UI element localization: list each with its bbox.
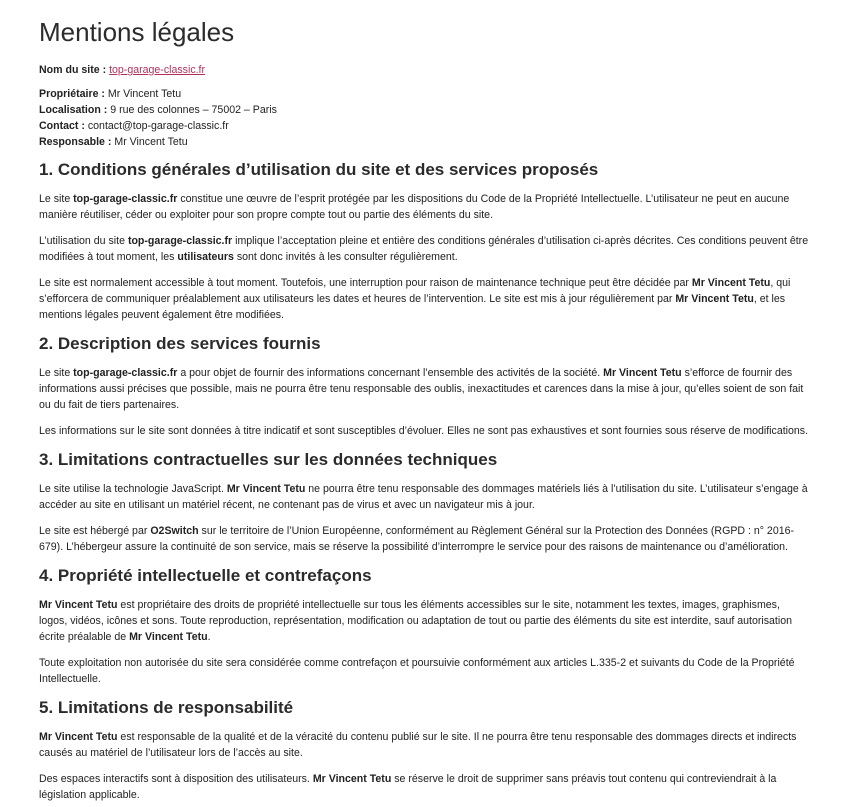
paragraph: Le site est hébergé par O2Switch sur le territoire de l’Union Européenne, conformément au Règlement Général sur la Protection des Données (RGPD : n° 2016-679). L’hébergeur assure la continuité de son service, mais se réserve la possibilité d’interrompre le service pour des raisons de maintenance ou d’amélioration. [39, 525, 795, 553]
info-contact [39, 118, 810, 134]
page-title: Mentions légales [39, 17, 235, 47]
site-link[interactable]: top-garage-classic.fr [109, 64, 206, 76]
info-contact-value: contact@top-garage-classic.fr [87, 120, 229, 132]
site-info [39, 86, 810, 150]
section-intellectual-property [39, 565, 810, 687]
section-liability [39, 697, 810, 803]
section-technical [39, 449, 810, 555]
paragraph: Mr Vincent Tetu est responsable de la qualité et de la véracité du contenu publié sur le site. Il ne pourra être tenu responsable des dommages directs et indirects causés au matériel de l’utilisateur lors de l’accès au site. [39, 731, 797, 759]
info-owner-label: Propriétaire : [39, 88, 105, 100]
section-services [39, 333, 810, 439]
paragraph: Toute exploitation non autorisée du site sera considérée comme contrefaçon et poursuivie conformément aux articles L.335-2 et suivants du Code de la Propriété Intellectuelle. [39, 657, 795, 685]
info-manager [39, 134, 810, 150]
info-manager-label: Responsable : [39, 136, 112, 148]
site-name-label: Nom du site : [39, 64, 107, 76]
info-location [39, 102, 810, 118]
paragraph: Le site top-garage-classic.fr a pour objet de fournir des informations concernant l’ensemble des activités de la société. Mr Vincent Tetu s’efforce de fournir des informations aussi précises que possible, mais ne pourra être tenu responsable des oublis, inexactitudes et carences dans la mise à jour, qu’elles soient de son fait ou du fait de tiers partenaires. [39, 367, 804, 411]
info-owner-value: Mr Vincent Tetu [107, 88, 182, 100]
info-contact-label: Contact : [39, 120, 85, 132]
info-location-value: 9 rue des colonnes – 75002 – Paris [110, 104, 277, 116]
section-conditions [39, 159, 810, 323]
paragraph: L’utilisation du site top-garage-classic.fr implique l’acceptation pleine et entière des conditions générales d’utilisation ci-après décrites. Ces conditions peuvent être modifiées à tout moment, les utilisateurs sont donc invités à les consulter régulièrement. [39, 235, 809, 263]
info-owner [39, 86, 810, 102]
paragraph: Les informations sur le site sont données à titre indicatif et sont susceptibles d’évoluer. Elles ne sont pas exhaustives et sont fournies sous réserve de modifications. [39, 425, 809, 437]
info-location-label: Localisation : [39, 104, 108, 116]
info-manager-value: Mr Vincent Tetu [114, 136, 188, 148]
section-heading: 1. Conditions générales d’utilisation du site et des services proposés [39, 160, 599, 179]
section-heading: 5. Limitations de responsabilité [39, 698, 294, 717]
paragraph: Mr Vincent Tetu est propriétaire des droits de propriété intellectuelle sur tous les éléments accessibles sur le site, notamment les textes, images, graphismes, logos, vidéos, icônes et sons. Toute reproduction, représentation, modification ou adaptation de tout ou partie des éléments du site est interdite, sauf autorisation écrite préalable de Mr Vincent Tetu. [39, 599, 793, 643]
section-heading: 4. Propriété intellectuelle et contrefaçons [39, 566, 372, 585]
section-heading: 3. Limitations contractuelles sur les données techniques [39, 450, 498, 469]
paragraph: Des espaces interactifs sont à disposition des utilisateurs. Mr Vincent Tetu se réserve le droit de supprimer sans préavis tout contenu qui contreviendrait à la législation applicable. [39, 773, 777, 801]
section-heading: 2. Description des services fournis [39, 334, 321, 353]
paragraph: Le site utilise la technologie JavaScript. Mr Vincent Tetu ne pourra être tenu responsable des dommages matériels liés à l’utilisation du site. L’utilisateur s’engage à accéder au site en utilisant un matériel récent, ne contenant pas de virus et avec un navigateur mis à jour. [39, 483, 808, 511]
site-name-line [39, 62, 810, 78]
paragraph: Le site top-garage-classic.fr constitue une œuvre de l’esprit protégée par les dispositions du Code de la Propriété Intellectuelle. L’utilisateur ne peut en aucune manière réutiliser, céder ou exploiter pour son propre compte tout ou partie des éléments du site. [39, 193, 790, 221]
paragraph: Le site est normalement accessible à tout moment. Toutefois, une interruption pour raison de maintenance technique peut être décidée par Mr Vincent Tetu, qui s’efforcera de communiquer préalablement aux utilisateurs les dates et heures de l’intervention. Le site est mis à jour régulièrement par Mr Vincent Tetu, et les mentions légales peuvent également être modifiées. [39, 277, 791, 321]
